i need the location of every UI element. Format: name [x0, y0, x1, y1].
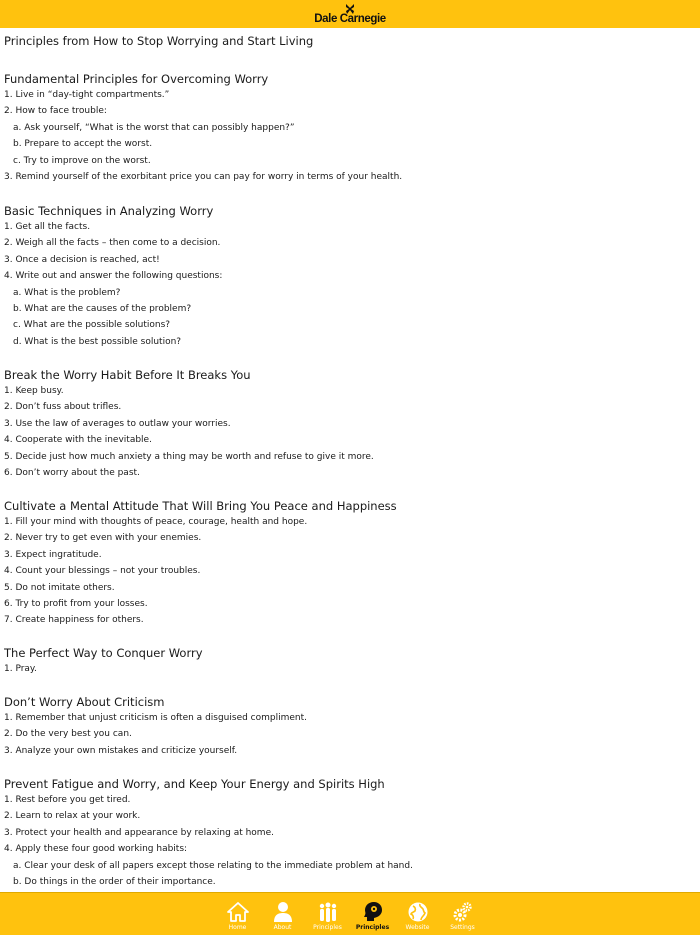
brand-name: Dale Carnegie [314, 13, 386, 26]
tab-label: About [273, 924, 292, 931]
list-item: 2. Weigh all the facts – then come to a decision. [4, 238, 221, 249]
list-item: 2. Never try to get even with your enemies. [4, 533, 202, 544]
list-item: 3. Once a decision is reached, act! [4, 254, 160, 265]
tab-principles[interactable] [350, 893, 395, 934]
list-subitem: d. What is the best possible solution? [13, 336, 182, 347]
page-title: Principles from How to Stop Worrying and Start Living [4, 34, 314, 48]
app-header [0, 0, 700, 28]
section-fundamental-principles [4, 71, 402, 185]
tab-bar [0, 892, 700, 935]
list-item: 3. Use the law of averages to outlaw your worries. [4, 418, 231, 429]
list-item: 4. Write out and answer the following questions: [4, 271, 223, 282]
tab-about[interactable] [260, 893, 305, 934]
section-analyzing-worry [4, 203, 222, 350]
section-title: Prevent Fatigue and Worry, and Keep Your Energy and Spirits High [4, 777, 385, 791]
list-item: 4. Cooperate with the inevitable. [4, 435, 152, 446]
section-title: Fundamental Principles for Overcoming Worry [4, 72, 269, 86]
list-subitem: c. Try to improve on the worst. [13, 155, 151, 166]
list-item: 1. Get all the facts. [4, 222, 91, 232]
section-conquer-worry [4, 645, 203, 677]
section-fatigue [4, 776, 413, 890]
list-item: 7. Create happiness for others. [4, 615, 144, 626]
section-title: Don’t Worry About Criticism [4, 695, 165, 709]
tab-home[interactable] [215, 893, 260, 934]
list-item: 1. Pray. [4, 664, 37, 674]
tab-principles-people[interactable] [305, 893, 350, 934]
list-subitem: b. What are the causes of the problem? [13, 304, 192, 315]
list-item: 1. Remember that unjust criticism is often a disguised compliment. [4, 713, 308, 723]
tab-label: Principles [355, 924, 390, 931]
section-title: Break the Worry Habit Before It Breaks You [4, 368, 251, 382]
list-item: 5. Do not imitate others. [4, 582, 115, 593]
principles-content[interactable] [4, 28, 694, 892]
gears-icon [452, 901, 474, 923]
list-item: 4. Count your blessings – not your troubles. [4, 566, 201, 577]
tab-label: Principles [313, 924, 342, 931]
head-gear-icon [362, 901, 384, 923]
list-item: 2. Learn to relax at your work. [4, 811, 141, 822]
list-item: 5. Decide just how much anxiety a thing may be worth and refuse to give it more. [4, 451, 374, 462]
person-icon [272, 901, 294, 923]
list-item: 3. Remind yourself of the exorbitant price you can pay for worry in terms of your health. [4, 172, 403, 183]
home-icon [227, 901, 249, 923]
tab-settings[interactable] [440, 893, 485, 934]
tab-label: Home [228, 924, 247, 931]
list-item: 1. Fill your mind with thoughts of peace, courage, health and hope. [4, 517, 308, 527]
list-item: 1. Keep busy. [4, 386, 64, 396]
globe-icon [407, 901, 429, 923]
list-item: 3. Expect ingratitude. [4, 549, 102, 560]
list-item: 6. Don’t worry about the past. [4, 468, 140, 479]
brand-logo [314, 2, 386, 26]
list-subitem: a. Clear your desk of all papers except those relating to the immediate problem at hand. [13, 860, 413, 871]
list-item: 1. Rest before you get tired. [4, 795, 131, 805]
tab-label: Website [405, 924, 430, 931]
list-item: 2. Do the very best you can. [4, 729, 132, 740]
section-criticism [4, 694, 307, 759]
list-item: 4. Apply these four good working habits: [4, 844, 188, 855]
list-subitem: a. Ask yourself, “What is the worst that can possibly happen?” [13, 122, 295, 133]
section-title: Basic Techniques in Analyzing Worry [4, 204, 214, 218]
list-item: 3. Protect your health and appearance by relaxing at home. [4, 827, 274, 838]
section-mental-attitude [4, 498, 397, 629]
tab-label: Settings [450, 924, 475, 931]
list-item: 6. Try to profit from your losses. [4, 599, 148, 610]
list-item: 3. Analyze your own mistakes and criticize yourself. [4, 745, 238, 756]
section-title: Cultivate a Mental Attitude That Will Bring You Peace and Happiness [4, 499, 397, 513]
list-subitem: b. Do things in the order of their importance. [13, 877, 216, 888]
list-item: 1. Live in “day-tight compartments.” [4, 90, 170, 100]
people-icon [317, 901, 339, 923]
section-worry-habit [4, 367, 374, 481]
list-item: 2. How to face trouble: [4, 106, 107, 117]
list-subitem: c. What are the possible solutions? [13, 320, 171, 331]
list-subitem: b. Prepare to accept the worst. [13, 139, 153, 150]
section-title: The Perfect Way to Conquer Worry [4, 646, 203, 660]
list-subitem: a. What is the problem? [13, 287, 121, 298]
tab-website[interactable] [395, 893, 440, 934]
list-item: 2. Don’t fuss about trifles. [4, 402, 122, 413]
